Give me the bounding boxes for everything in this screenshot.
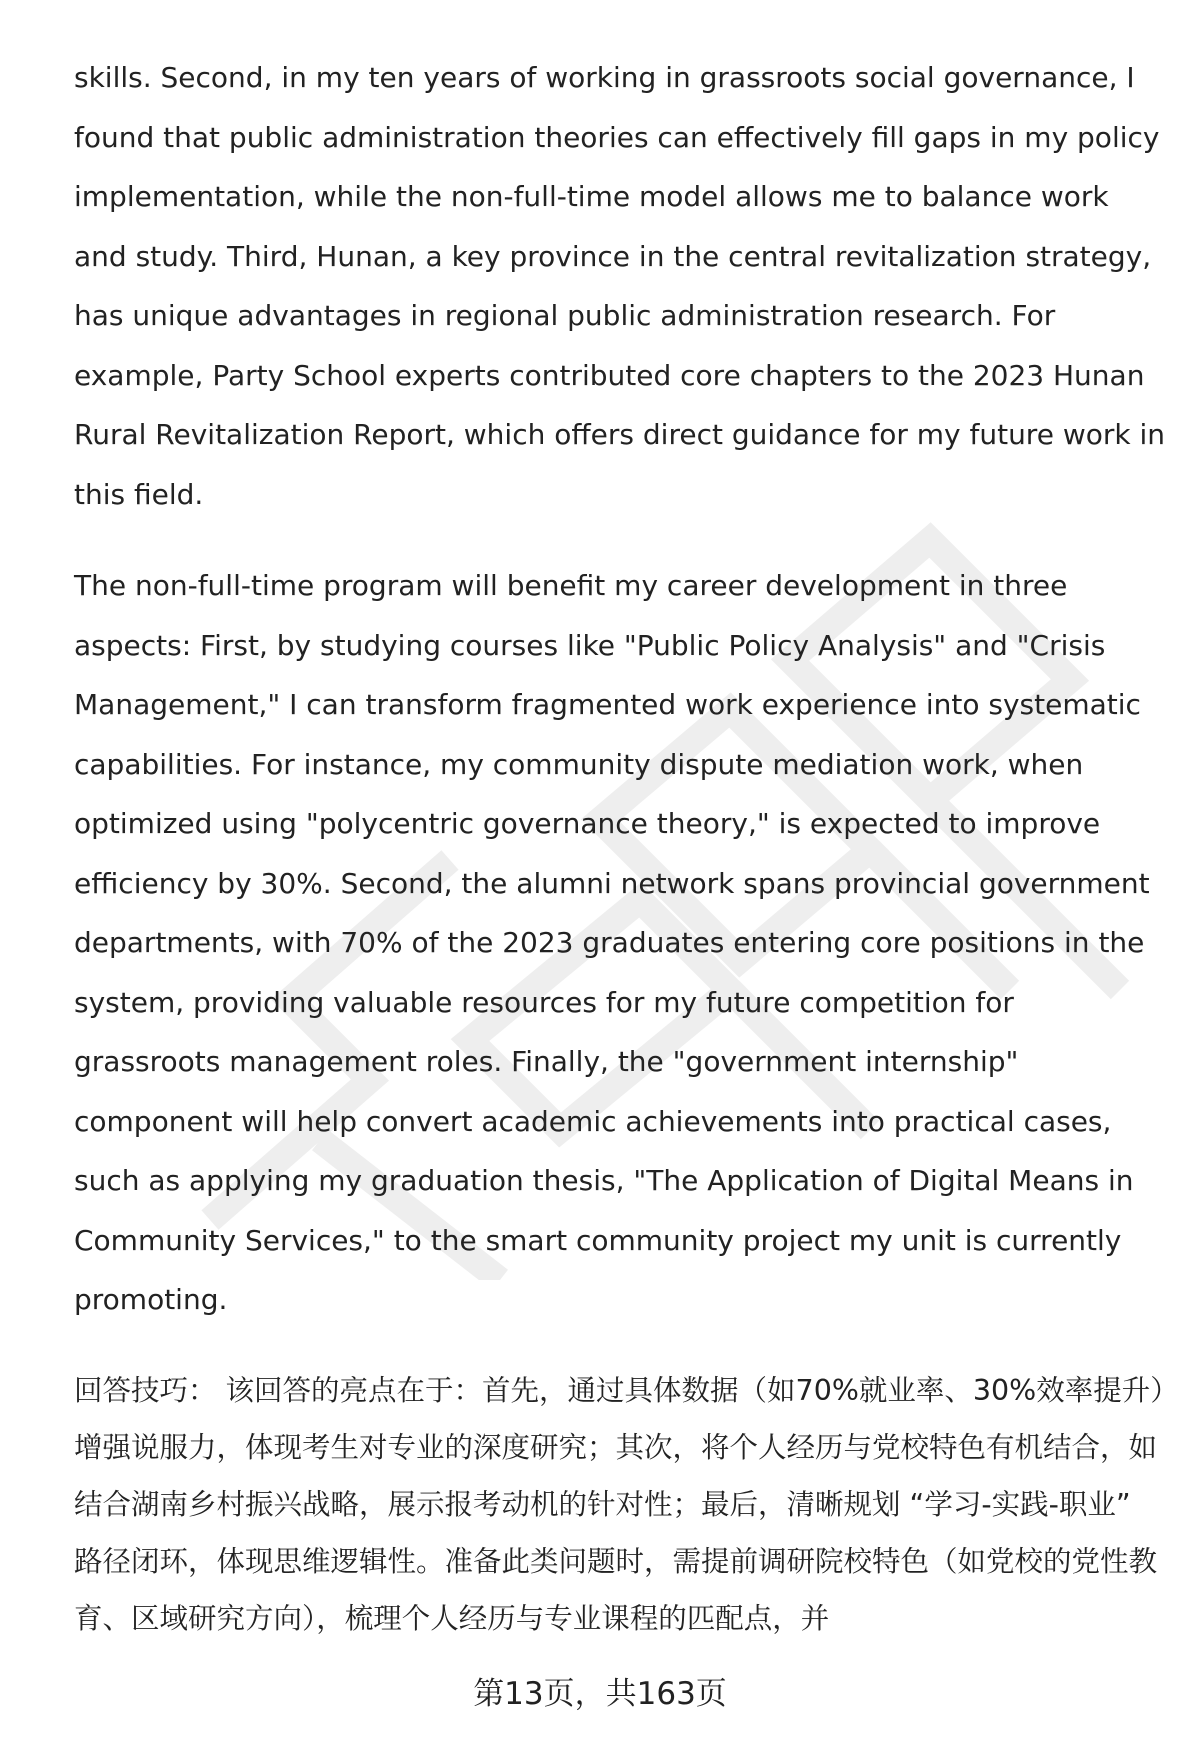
paragraph-motivation: skills. Second, in my ten years of working in grassroots social governance, I found that public administration theories can effectively fill gaps in my policy implementation, while the non-full-time model allows me to balance work and study. Third, Hunan, a key province in the central revitalization strategy, has unique advantages in regional public administration research. For example, Party School experts contributed core chapters to the 2023 Hunan Rural Revitalization Report, which offers direct guidance for my future work in this field. xyxy=(74,61,1166,511)
document-body xyxy=(74,48,1166,1679)
page-number: 第13页，共163页 xyxy=(473,1676,727,1712)
paragraph-career-benefits: The non-full-time program will benefit my career development in three aspects: First, by studying courses like "Public Policy Analysis" and "Crisis Management," I can transform fragmented work experience into systematic capabilities. For instance, my community dispute mediation work, when optimized using "polycentric governance theory," is expected to improve efficiency by 30%. Second, the alumni network spans provincial government departments, with 70% of the 2023 graduates entering core positions in the system, providing valuable resources for my future competition for grassroots management roles. Finally, the "government internship" component will help convert academic achievements into practical cases, such as applying my graduation thesis, "The Application of Digital Means in Community Services," to the smart community project my unit is currently promoting. xyxy=(74,569,1150,1316)
paragraph-answer-tips: 回答技巧： 该回答的亮点在于：首先，通过具体数据（如70%就业率、30%效率提升）增强说服力，体现考生对专业的深度研究；其次，将个人经历与党校特色有机结合，如结合湖南乡村振兴战略，展示报考动机的针对性；最后，清晰规划 “学习-实践-职业” 路径闭环，体现思维逻辑性。准备此类问题时，需提前调研院校特色（如党校的党性教育、区域研究方向），梳理个人经历与专业课程的匹配点，并 xyxy=(74,1373,1165,1635)
